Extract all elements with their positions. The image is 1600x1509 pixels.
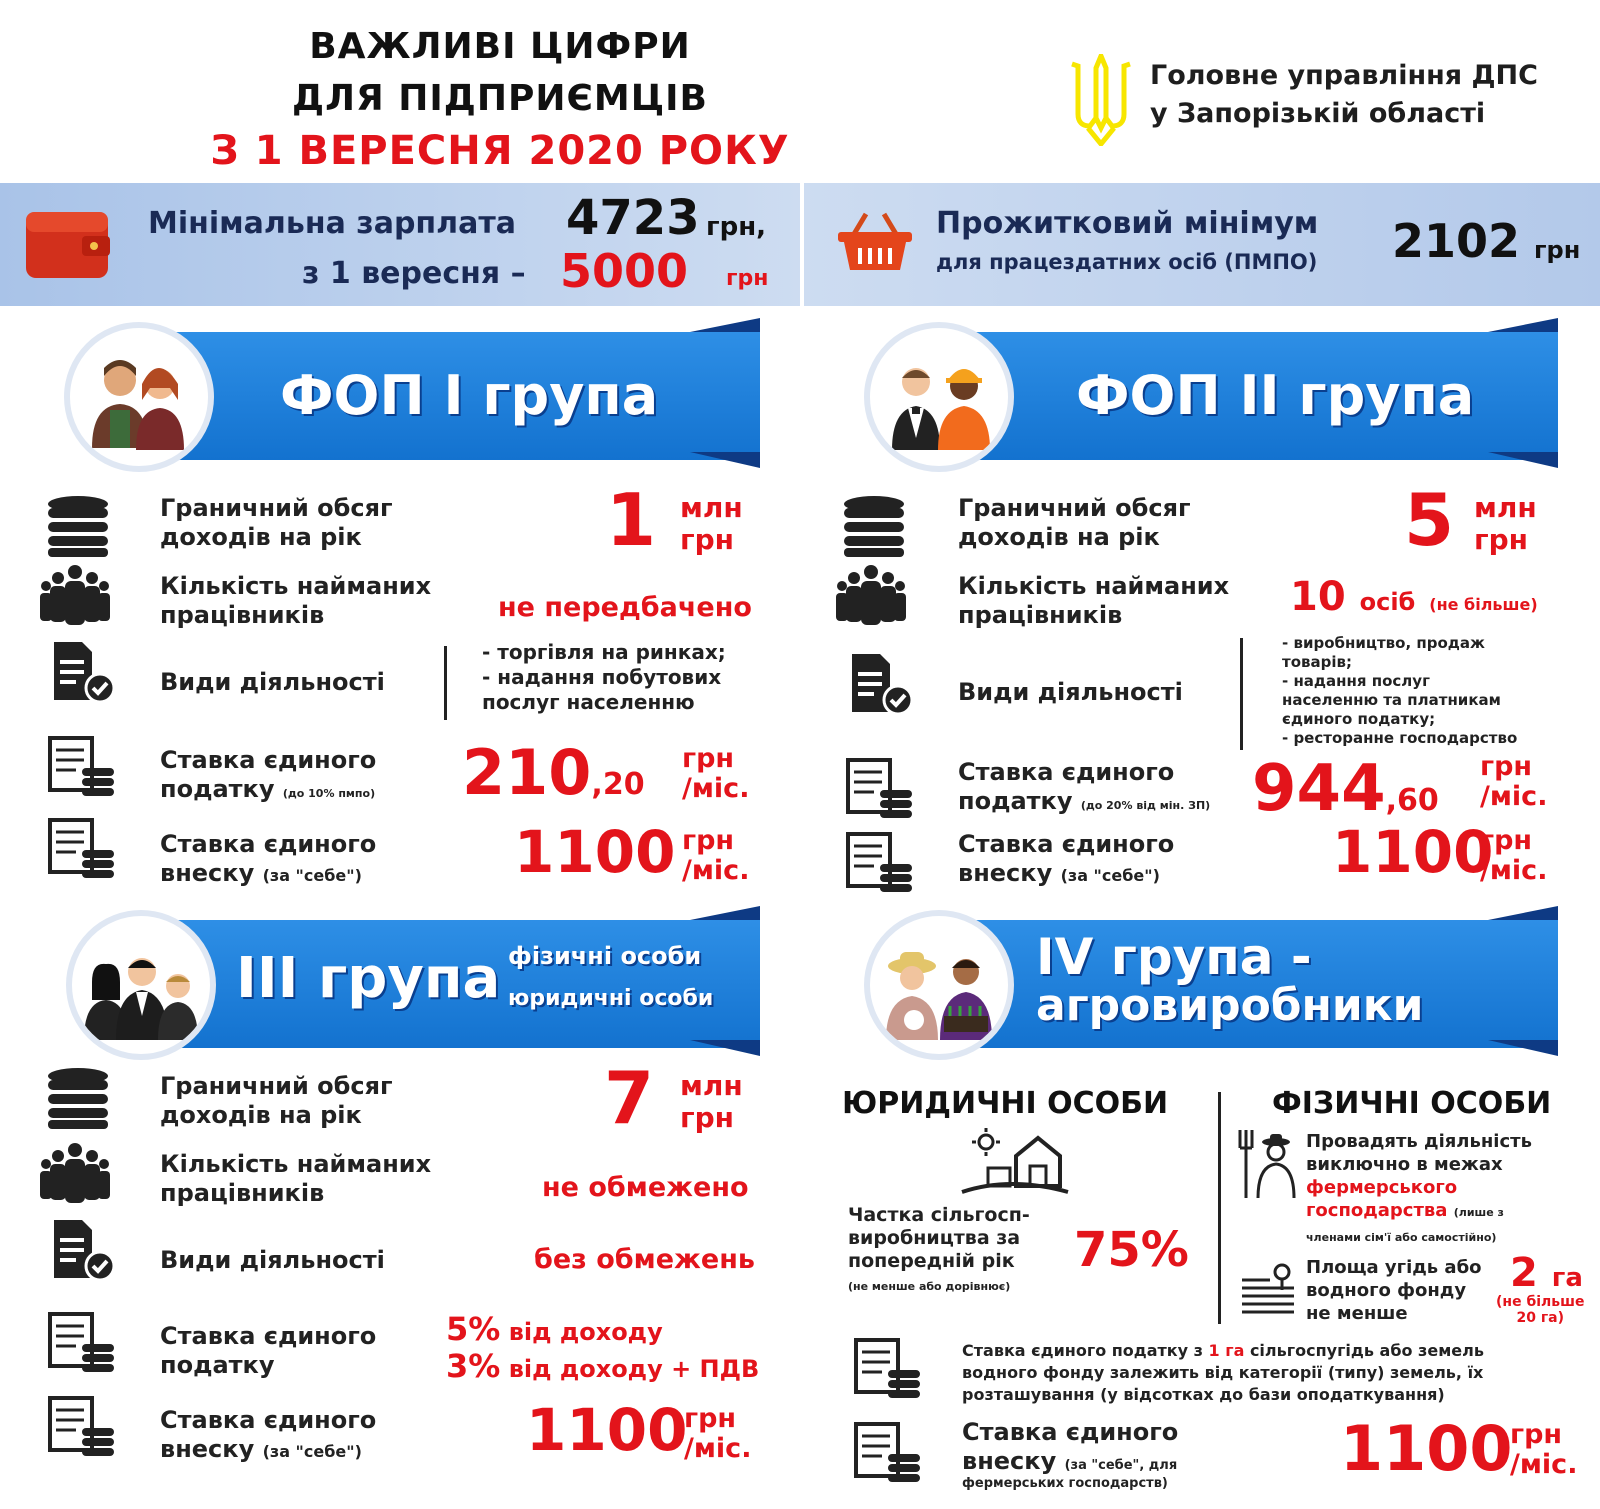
g2-income-label: Граничний обсяг доходів на рік: [958, 494, 1191, 551]
g4-legal-heading: ЮРИДИЧНІ ОСОБИ: [842, 1086, 1169, 1121]
farm-barn-icon: [960, 1126, 1070, 1198]
g2-activities-label: Види діяльності: [958, 678, 1183, 706]
org-line-2: у Запорізькій області: [1150, 98, 1486, 129]
subsistence-unit: грн: [1534, 236, 1581, 264]
g2-tax-unit: грн /міс.: [1480, 751, 1548, 812]
coins-stack-icon: [44, 494, 114, 558]
g4-esv-unit: грн /міс.: [1510, 1419, 1578, 1480]
g1-tax-unit: грн /міс.: [682, 743, 750, 804]
subsistence-label: Прожитковий мінімум: [936, 206, 1319, 241]
g4-farm-text: Провадять діяльність виключно в межах фермерського господарства (лише з членами сім'ї або самостійно): [1306, 1131, 1532, 1244]
group3-sub-1: фізичні особи: [508, 942, 702, 970]
g4-physical-heading: ФІЗИЧНІ ОСОБИ: [1272, 1086, 1552, 1121]
g3-income-label: Граничний обсяг доходів на рік: [160, 1072, 393, 1129]
workers-group-icon: [40, 564, 110, 628]
g1-tax-label: Ставка єдиного податку (до 10% пмпо): [160, 746, 377, 803]
g3-tax-label: Ставка єдиного податку: [160, 1322, 377, 1379]
g1-esv-label: Ставка єдиного внеску (за "себе"): [160, 830, 377, 887]
g3-income-unit: млн грн: [680, 1069, 743, 1134]
tax-doc-coins-icon: [852, 1336, 922, 1400]
g1-workers-label: Кількість найманих працівників: [160, 572, 432, 629]
g1-income-label: Граничний обсяг доходів на рік: [160, 494, 393, 551]
coins-stack-icon: [44, 1066, 114, 1130]
g1-activities-divider: [444, 646, 447, 720]
title-line-1: ВАЖЛИВІ ЦИФРИ: [309, 26, 691, 67]
min-wage-value: 4723: [566, 190, 700, 246]
group2-ribbon: [930, 318, 1558, 468]
workers-group-icon: [836, 564, 906, 628]
g3-tax-rates: 5% від доходу 3% від доходу + ПДВ: [446, 1310, 760, 1385]
basket-icon: [836, 208, 914, 274]
g1-esv-unit: грн /міс.: [682, 825, 750, 886]
g3-esv-value: 1100: [526, 1396, 688, 1464]
group3-ribbon: [130, 906, 760, 1056]
group2-avatar: [864, 322, 1014, 472]
tax-doc-coins-icon: [46, 734, 116, 798]
group3-avatar: [66, 910, 216, 1060]
g3-esv-unit: грн /міс.: [684, 1403, 752, 1464]
g4-share-value: 75%: [1074, 1222, 1189, 1278]
g4-rate-text: Ставка єдиного податку з 1 га сільгоспугідь або земель водного фонду залежить від категорії (типу) земель, їх розташування (у відсотках до бази оподаткування): [962, 1341, 1484, 1404]
group1-title: ФОП І група: [280, 364, 659, 427]
workers-group-icon: [40, 1142, 110, 1206]
g2-esv-label: Ставка єдиного внеску (за "себе"): [958, 830, 1175, 887]
subsistence-sub: для працездатних осіб (ПМПО): [936, 250, 1318, 274]
g3-activities-value: без обмежень: [534, 1244, 755, 1275]
g4-area-value: 2 га: [1510, 1250, 1583, 1296]
farmer-pitchfork-icon: [1232, 1128, 1296, 1200]
g4-esv-value: 1100: [1340, 1412, 1513, 1485]
title-line-2: ДЛЯ ПІДПРИЄМЦІВ: [292, 78, 708, 119]
g4-esv-note: фермерських господарств): [962, 1476, 1168, 1491]
group3-title: ІІІ група: [236, 946, 501, 1011]
g1-income-unit: млн грн: [680, 491, 743, 556]
document-check-icon: [48, 640, 118, 704]
tax-doc-coins-icon: [844, 756, 914, 820]
wallet-icon: [24, 206, 110, 282]
banner-divider: [800, 183, 804, 306]
g3-esv-label: Ставка єдиного внеску (за "себе"): [160, 1406, 377, 1463]
g1-tax-value: 210,20: [462, 736, 645, 809]
g1-activities-label: Види діяльності: [160, 668, 385, 696]
g2-esv-unit: грн /міс.: [1480, 825, 1548, 886]
tax-doc-coins-icon: [46, 1310, 116, 1374]
subsistence-value: 2102: [1392, 214, 1521, 268]
g3-income-value: 7: [604, 1056, 655, 1140]
g2-income-unit: млн грн: [1474, 491, 1537, 556]
document-check-icon: [48, 1218, 118, 1282]
group4-avatar: [864, 910, 1014, 1060]
tax-doc-coins-icon: [46, 1394, 116, 1458]
g2-tax-label: Ставка єдиного податку (до 20% від мін. ЗП): [958, 758, 1211, 815]
g3-workers-label: Кількість найманих працівників: [160, 1150, 432, 1207]
from-sept-unit: грн: [726, 266, 769, 291]
tax-doc-coins-icon: [46, 816, 116, 880]
min-wage-unit: грн,: [706, 212, 767, 242]
org-line-1: Головне управління ДПС: [1150, 60, 1538, 91]
g2-income-value: 5: [1404, 478, 1455, 562]
group4-title-2: агровиробники: [1036, 980, 1424, 1031]
coins-stack-icon: [840, 494, 910, 558]
g2-tax-value: 944,60: [1252, 752, 1439, 826]
tax-doc-coins-icon: [844, 830, 914, 894]
trident-icon: [1066, 54, 1136, 146]
land-area-icon: [1240, 1260, 1296, 1318]
g2-esv-value: 1100: [1332, 818, 1494, 886]
g2-activities-list: - виробництво, продаж товарів; - надання послуг населенню та платникам єдиного податку; - ресторанне господарство: [1282, 634, 1518, 747]
g1-income-value: 1: [606, 478, 657, 562]
from-sept-value: 5000: [560, 244, 689, 298]
group4-title-1: IV група -: [1036, 928, 1312, 986]
g3-workers-value: не обмежено: [542, 1172, 749, 1203]
g4-area-text: Площа угідь або водного фонду не менше: [1306, 1257, 1482, 1324]
group3-sub-2: юридичні особи: [508, 986, 714, 1011]
g4-area-note: (не більше 20 га): [1496, 1294, 1585, 1326]
g2-workers-value: 10 осіб (не більше): [1290, 574, 1538, 620]
group4-ribbon: [930, 906, 1558, 1056]
from-sept-label: з 1 вересня –: [302, 256, 526, 291]
title-line-3: З 1 ВЕРЕСНЯ 2020 РОКУ: [210, 128, 790, 174]
document-check-icon: [846, 652, 916, 716]
g1-esv-value: 1100: [514, 818, 676, 886]
group1-avatar: [64, 322, 214, 472]
g4-column-divider: [1218, 1092, 1221, 1324]
g1-activities-list: - торгівля на ринках; - надання побутових послуг населенню: [482, 640, 726, 714]
g4-esv-label: Ставка єдиного внеску (за "себе", для: [962, 1418, 1179, 1475]
g2-activities-divider: [1240, 638, 1243, 750]
g1-workers-value: не передбачено: [498, 592, 752, 623]
group2-title: ФОП ІІ група: [1076, 364, 1475, 427]
group1-ribbon: [130, 318, 760, 468]
g4-share-label: Частка сільгосп- виробництва за попередній рік (не менше або дорівнює): [848, 1204, 1030, 1293]
tax-doc-coins-icon: [852, 1420, 922, 1484]
min-wage-label: Мінімальна зарплата: [148, 206, 516, 241]
g2-workers-label: Кількість найманих працівників: [958, 572, 1230, 629]
g3-activities-label: Види діяльності: [160, 1246, 385, 1274]
